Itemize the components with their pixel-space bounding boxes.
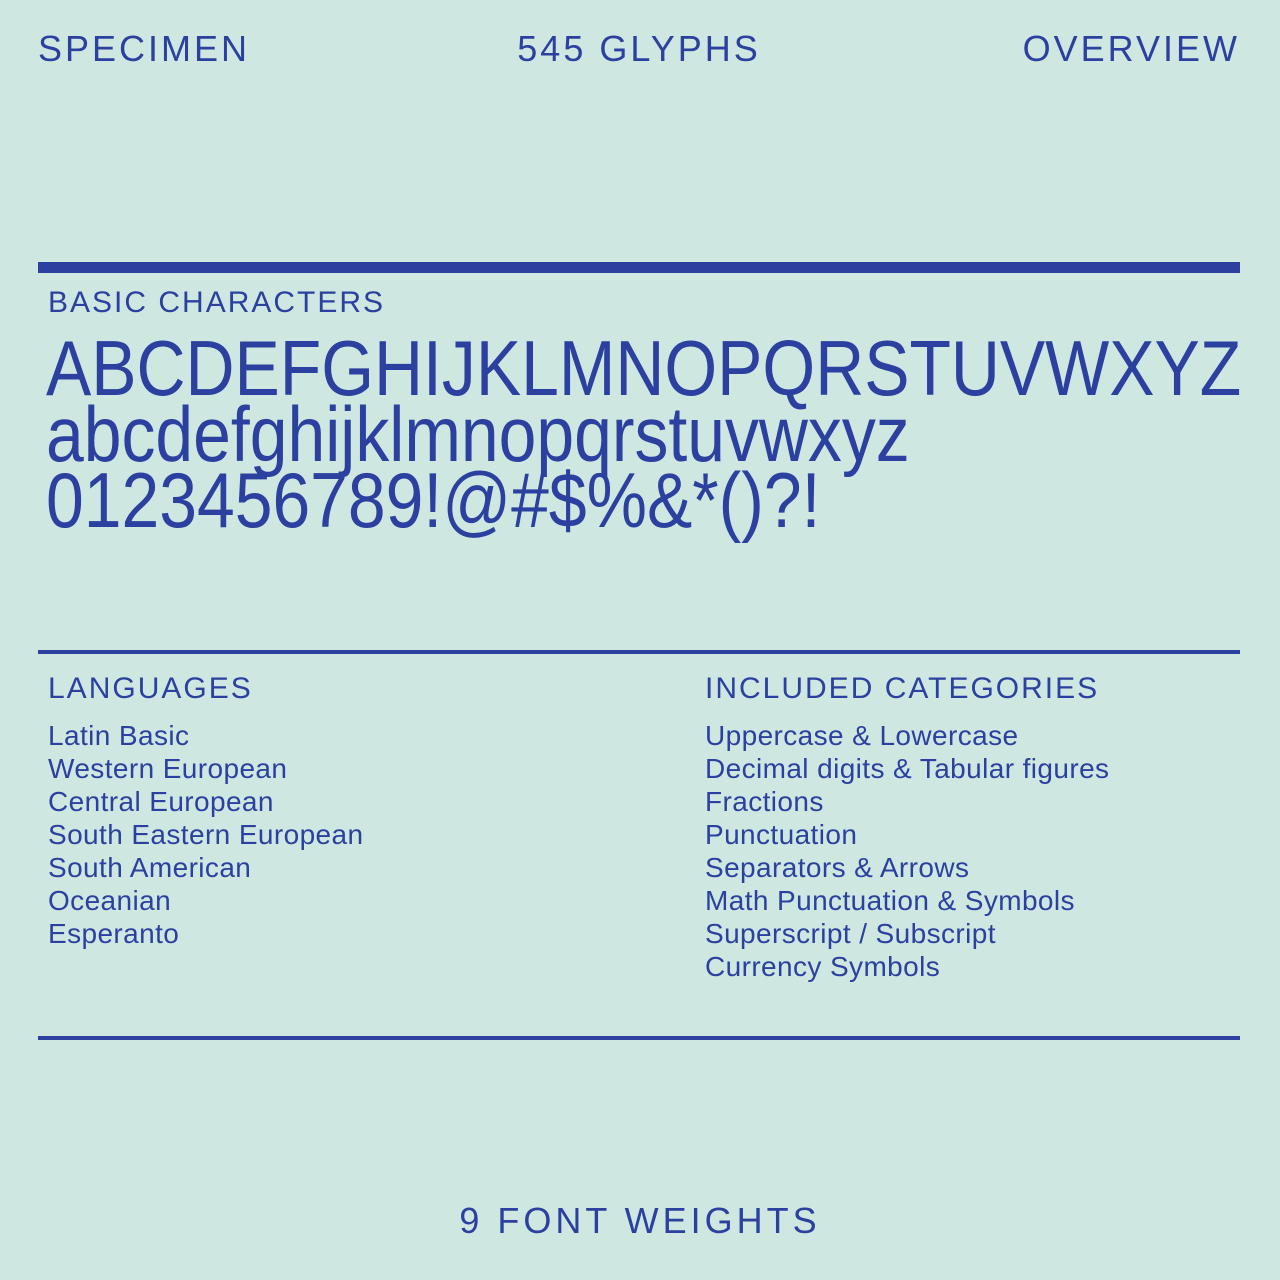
list-item: Superscript / Subscript — [705, 918, 996, 949]
header-specimen-label: SPECIMEN — [38, 28, 251, 69]
included-categories-label: INCLUDED CATEGORIES — [705, 672, 1100, 705]
glyph-display — [46, 324, 1248, 544]
list-item: Western European — [48, 753, 288, 784]
included-categories-column — [705, 672, 1109, 983]
list-item: Esperanto — [48, 918, 180, 949]
numerals-symbols-row: 0123456789!@#$%&*()?! — [46, 456, 821, 544]
divider-footer — [38, 1036, 1240, 1040]
list-item: Currency Symbols — [705, 951, 941, 982]
list-item: South American — [48, 852, 252, 883]
list-item: Latin Basic — [48, 720, 190, 751]
list-item: Punctuation — [705, 819, 858, 850]
list-item: Decimal digits & Tabular figures — [705, 753, 1110, 784]
divider-languages — [38, 650, 1240, 654]
font-weights-label: 9 FONT WEIGHTS — [459, 1200, 821, 1241]
list-item: Fractions — [705, 786, 824, 817]
list-item: Uppercase & Lowercase — [705, 720, 1019, 751]
header-overview-label: OVERVIEW — [1022, 28, 1240, 69]
list-item: South Eastern European — [48, 819, 364, 850]
languages-list — [48, 719, 363, 950]
languages-column — [48, 672, 363, 950]
page-header — [38, 28, 1240, 70]
list-item: Separators & Arrows — [705, 852, 970, 883]
basic-characters-label: BASIC CHARACTERS — [48, 286, 386, 319]
lowercase-row: abcdefghijklmnopqrstuvwxyz — [46, 390, 910, 478]
included-categories-list — [705, 719, 1109, 983]
divider-thick — [38, 262, 1240, 273]
list-item: Math Punctuation & Symbols — [705, 885, 1075, 916]
languages-label: LANGUAGES — [48, 672, 253, 705]
uppercase-row: ABCDEFGHIJKLMNOPQRSTUVWXYZ — [46, 324, 1242, 412]
header-glyph-count: 545 GLYPHS — [517, 28, 761, 69]
list-item: Oceanian — [48, 885, 172, 916]
list-item: Central European — [48, 786, 274, 817]
